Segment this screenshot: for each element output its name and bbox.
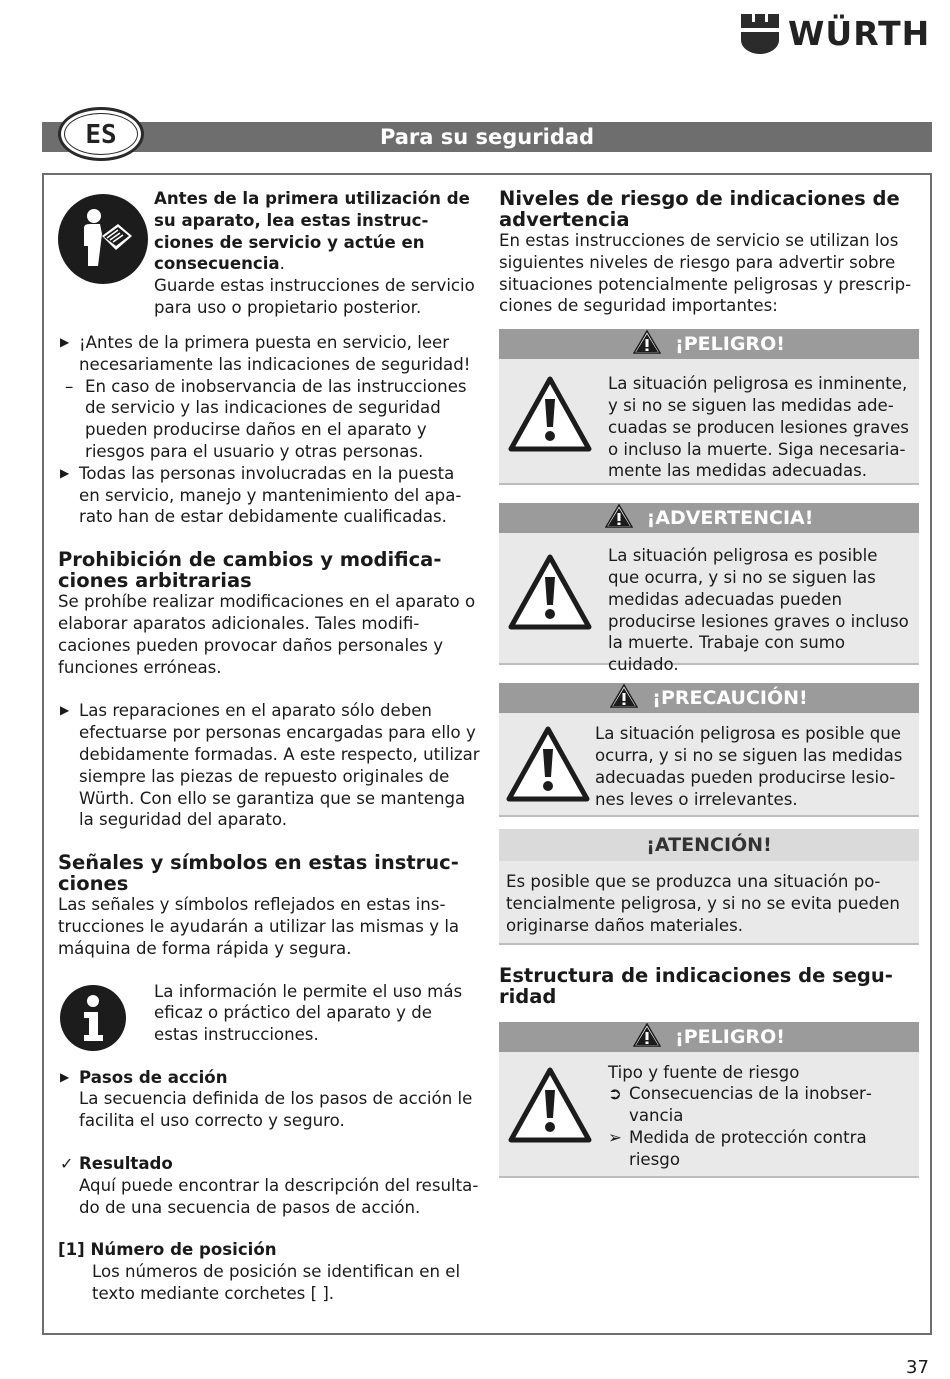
warning-box [499, 503, 919, 675]
read-manual-icon [58, 194, 148, 284]
prohibition-text: Se prohíbe realizar modificaciones en el aparato o elaborar aparatos adicionales. Tales modificaciones pueden provocar daños personales y funciones erróneas. [58, 592, 476, 677]
structure-line3: Medida de protección contra riesgo [629, 1127, 867, 1169]
list-item: – En caso de inobservancia de las instrucciones de servicio y las indicaciones de seguridad pueden producirse daños en el aparato y riesgos para el usuario y otras personas. [65, 376, 467, 461]
info-icon [60, 985, 126, 1051]
warning-triangle-icon [507, 553, 593, 631]
page-number: 37 [906, 1357, 929, 1378]
steps-text: La secuencia definida de los pasos de acción le facilita el uso correcto y seguro. [79, 1089, 473, 1131]
heading-levels: Niveles de riesgo de indicaciones de advertencia [499, 187, 900, 231]
info-text: La información le permite el uso más eficaz o práctico del aparato y de estas instrucciones. [154, 981, 463, 1045]
list-item: ▶ Las reparaciones en el aparato sólo deben efectuarse por personas encargadas para ello y debidamente formadas. A este respecto, utilizar siempre las piezas de repuesto originales de Würth. Con ello se garantiza que se mantenga la seguridad del aparato. [60, 701, 480, 830]
heading-signals: Señales y símbolos en estas instrucciones [58, 851, 459, 896]
section-header-bar [42, 122, 932, 152]
language-badge [58, 107, 144, 161]
attention-box [499, 829, 919, 944]
caution-label: ¡PRECAUCIÓN! [652, 687, 808, 710]
attention-text: Es posible que se produzca una situación potencialmente peligrosa, y si no se evita pueden originarse daños materiales. [499, 861, 919, 944]
steps-title: Pasos de acción [79, 1067, 228, 1087]
right-column [499, 188, 919, 1178]
danger-label: ¡PELIGRO! [675, 333, 785, 356]
danger-box [499, 329, 919, 485]
position-title: [1] Número de posición [58, 1240, 277, 1260]
intro-period: . [279, 254, 285, 274]
warning-triangle-icon [505, 725, 591, 803]
wurth-logo-mark-icon [740, 12, 780, 56]
list-item: ▶ Todas las personas involucradas en la puesta en servicio, manejo y mantenimiento del aparato han de estar debidamente cualificadas. [60, 463, 462, 527]
intro-bold-text: Antes de la primera utilización de su aparato, lea estas instrucciones de servicio y actúe en consecuencia [154, 189, 470, 274]
result-text: Aquí puede encontrar la descripción del resultado de una secuencia de pasos de acción. [79, 1175, 479, 1217]
result [58, 1153, 480, 1218]
warning-text: La situación peligrosa es posible que ocurra, y si no se siguen las medidas adecuadas pueden producirse lesiones graves o incluso la muerte. Trabaje con sumo cuidado. [608, 546, 909, 675]
left-column [58, 188, 480, 1305]
list-item: ▶ ¡Antes de la primera puesta en servicio, leer necesariamente las indicaciones de seguridad! [60, 333, 471, 374]
page-title: Para su seguridad [379, 125, 595, 149]
dash-bullet-icon: – [65, 376, 74, 396]
result-title: Resultado [79, 1153, 173, 1173]
wurth-logo [740, 12, 935, 56]
heading-prohibition: Prohibición de cambios y modificaciones arbitrarias [58, 548, 442, 593]
triangle-bullet-icon: ▶ [60, 465, 70, 480]
consequence-arrow-icon: ➲ [608, 1084, 622, 1104]
checkmark-icon: ✓ [60, 1153, 74, 1173]
structure-line2: Consecuencias de la inobservancia [629, 1084, 872, 1126]
chevron-right-icon: ➢ [608, 1127, 622, 1147]
info-notice [58, 981, 480, 1067]
warning-triangle-icon [633, 1023, 661, 1047]
warning-triangle-icon [507, 375, 593, 453]
read-manual-notice [58, 188, 480, 332]
position-text: Los números de posición se identifican en el texto mediante corchetes [ ]. [92, 1262, 461, 1303]
intro-text: Guarde estas instrucciones de servicio para uso o propietario posterior. [154, 276, 475, 317]
triangle-bullet-icon: ▶ [60, 335, 70, 349]
action-steps [58, 1067, 480, 1132]
heading-structure: Estructura de indicaciones de seguridad [499, 963, 893, 1008]
triangle-bullet-icon: ▶ [60, 1069, 70, 1084]
triangle-bullet-icon: ▶ [60, 703, 70, 718]
structure-example-box [499, 1022, 919, 1178]
warning-label: ¡ADVERTENCIA! [646, 507, 814, 530]
brand-name: WÜRTH [788, 14, 931, 53]
caution-box [499, 683, 919, 817]
warning-triangle-icon [605, 504, 633, 528]
warning-triangle-icon [633, 330, 661, 354]
danger-text: La situación peligrosa es inminente, y si no se siguen las medidas adecuadas se producen lesiones graves o incluso la muerte. Siga necesariamente las medidas adecuadas. [608, 374, 909, 481]
warning-triangle-icon [507, 1066, 593, 1144]
levels-text: En estas instrucciones de servicio se utilizan los siguientes niveles de riesgo para advertir sobre situaciones potencialmente peligrosas y prescripciones de seguridad importantes: [499, 231, 912, 316]
signals-text: Las señales y símbolos reflejados en estas instrucciones le ayudarán a utilizar las mismas y la máquina de forma rápida y segura. [58, 895, 460, 958]
caution-text: La situación peligrosa es posible que ocurra, y si no se siguen las medidas adecuadas pueden producirse lesiones leves o irrelevantes. [595, 724, 903, 809]
warning-triangle-icon [610, 684, 638, 708]
position-number [58, 1239, 480, 1304]
structure-label: ¡PELIGRO! [675, 1025, 785, 1048]
attention-label: ¡ATENCIÓN! [499, 829, 919, 861]
structure-line1: Tipo y fuente de riesgo [608, 1062, 800, 1082]
language-code: ES [85, 120, 117, 150]
